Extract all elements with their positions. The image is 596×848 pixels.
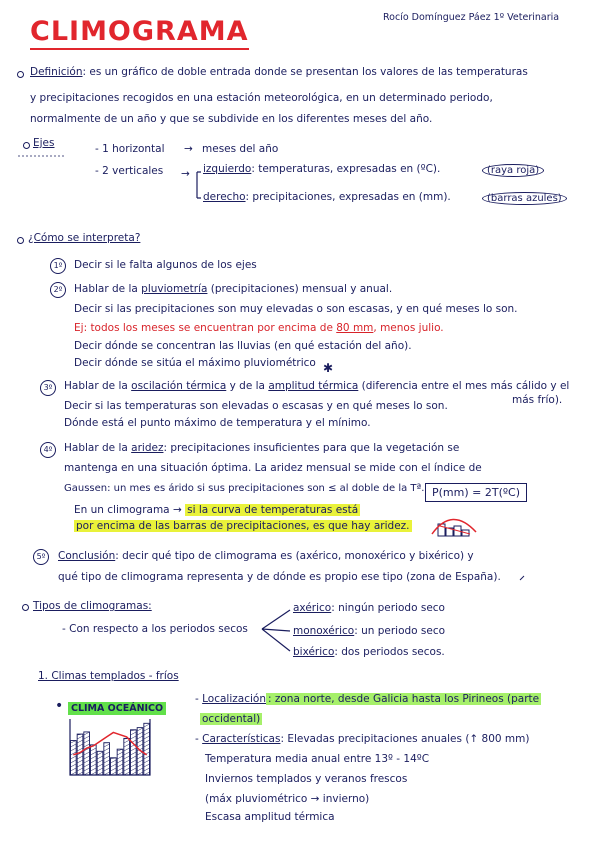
ejes-label: Ejes: [33, 137, 55, 149]
bar-hatch: [91, 760, 97, 763]
bar-hatch: [144, 732, 150, 735]
bar-hatch: [137, 764, 143, 767]
ejes-verticales: - 2 verticales: [95, 165, 164, 177]
bar-hatch: [144, 744, 150, 747]
bar-hatch: [97, 756, 103, 759]
bar-hatch: [84, 764, 90, 767]
bar-hatch: [144, 740, 150, 743]
bar-hatch: [104, 744, 110, 747]
bar-hatch: [84, 760, 90, 763]
tipo-bixerico: [293, 646, 445, 659]
bar-hatch: [117, 764, 123, 767]
step3-text-c: y de la: [226, 380, 269, 392]
step4-line-3: Gaussen: un mes es árido si sus precipitaciones son ≤ al doble de la Tª.: [64, 483, 425, 494]
bar-hatch: [124, 738, 130, 739]
axerico-term: axérico: [293, 602, 332, 614]
bar-hatch: [77, 744, 83, 747]
tipos-sub: - Con respecto a los periodos secos: [62, 623, 248, 635]
bar-hatch: [104, 752, 110, 755]
bar-hatch: [131, 768, 137, 771]
bar-hatch: [131, 736, 137, 739]
bar-hatch: [144, 764, 150, 767]
bullet-icon: [17, 71, 24, 78]
eje-horizontal-value: meses del año: [202, 143, 279, 155]
bar-hatch: [77, 764, 83, 767]
caracteristicas-line-3: Inviernos templados y veranos frescos: [205, 773, 408, 785]
bar-hatch: [124, 760, 130, 763]
localizacion-text-2: occidental): [202, 713, 261, 725]
bar-hatch: [124, 740, 130, 743]
step2-line-2: Decir si las precipitaciones son muy elevadas o son escasas, y en qué meses lo son.: [74, 303, 518, 315]
bar-hatch: [137, 756, 143, 759]
bar-hatch: [77, 734, 83, 735]
bar-hatch: [144, 748, 150, 751]
bar-hatch: [71, 741, 77, 743]
gaussen-formula: P(mm) = 2T(ºC): [425, 483, 527, 502]
localizacion-label: Localización: [202, 693, 266, 705]
clima-oceanico-highlight: CLIMA OCEÁNICO: [68, 702, 166, 715]
bar-hatch: [124, 768, 130, 771]
bar-hatch: [71, 744, 77, 747]
bar-hatch: [124, 756, 130, 759]
como-heading: ¿Cómo se interpreta?: [28, 232, 141, 244]
step5-line-2: qué tipo de climograma representa y de dónde es propio ese tipo (zona de España).: [58, 571, 501, 583]
eje-izquierdo-line: [203, 163, 440, 176]
step3-text-e: (diferencia entre el mes más cálido y el: [358, 380, 570, 392]
bar-hatch: [131, 732, 137, 735]
step4-text-4a: En un climograma →: [74, 504, 186, 516]
bar-hatch: [137, 736, 143, 739]
bar-hatch: [84, 756, 90, 759]
step3-line-3: Dónde está el punto máximo de temperatura y el mínimo.: [64, 417, 371, 429]
bar-hatch: [111, 772, 117, 775]
bar-hatch: [131, 760, 137, 763]
bar-hatch: [104, 760, 110, 763]
bar-hatch: [137, 740, 143, 743]
bar-hatch: [111, 758, 117, 759]
bar-hatch: [144, 736, 150, 739]
bar-hatch: [84, 748, 90, 751]
bar-hatch: [84, 772, 90, 775]
bar-hatch: [77, 768, 83, 771]
step4-line-4: [74, 504, 360, 517]
pluviometria-term: pluviometría: [141, 283, 208, 295]
tipo-monoxerico: [293, 625, 445, 638]
step-number-2: 2º: [50, 282, 66, 298]
bar-hatch: [77, 756, 83, 759]
bar-hatch: [71, 748, 77, 751]
eje-derecho-text: : precipitaciones, expresadas en (mm).: [245, 191, 451, 203]
bar-hatch: [97, 772, 103, 775]
bar-hatch: [91, 752, 97, 755]
definition-text-1: : es un gráfico de doble entrada donde se presentan los valores de las temperaturas: [82, 66, 528, 78]
step4-line-2: mantenga en una situación óptima. La aridez mensual se mide con el índice de: [64, 462, 482, 474]
step3-text-a: Hablar de la: [64, 380, 132, 392]
precipitation-bar: [117, 749, 123, 775]
definition-line-1: [30, 66, 528, 79]
step4-line-5: [74, 520, 412, 533]
highlight-curva: si la curva de temperaturas está: [187, 504, 359, 516]
bar-hatch: [104, 756, 110, 759]
bar-hatch: [137, 772, 143, 775]
bar-hatch: [97, 752, 103, 755]
bar-hatch: [84, 732, 90, 735]
bar-hatch: [137, 748, 143, 751]
step2-line-5: Decir dónde se sitúa el máximo pluviométrico: [74, 357, 316, 369]
bar-hatch: [131, 748, 137, 751]
bixerico-term: bixérico: [293, 646, 335, 658]
eje-izquierdo-text: : temperaturas, expresadas en (ºC).: [251, 163, 441, 175]
example-text: : todos los meses se encuentran por encima de: [83, 322, 337, 334]
page-title: CLIMOGRAMA: [30, 16, 249, 50]
monoxerico-text: : un periodo seco: [354, 625, 446, 637]
bar-hatch: [71, 764, 77, 767]
eje-horizontal: - 1 horizontal: [95, 143, 165, 155]
caracteristicas-line-5: Escasa amplitud térmica: [205, 811, 335, 823]
precipitation-bar: [131, 730, 137, 775]
step3-line-1b: más frío).: [512, 394, 563, 406]
bar-hatch: [144, 772, 150, 775]
bullet-icon: [22, 604, 29, 611]
bar-hatch: [71, 752, 77, 755]
bar-hatch: [77, 736, 83, 739]
clima-oceanico-label: [68, 702, 166, 715]
bar-hatch: [137, 752, 143, 755]
aridez-term: aridez: [131, 442, 164, 454]
precipitation-bar: [144, 723, 150, 775]
bullet-icon: [17, 237, 24, 244]
bar-hatch: [71, 772, 77, 775]
step3-line-1: [64, 380, 569, 393]
bar-hatch: [77, 752, 83, 755]
raya-roja-note: (raya roja): [482, 164, 544, 177]
bar-hatch: [144, 724, 150, 727]
bar-hatch: [137, 728, 143, 731]
bar-hatch: [91, 764, 97, 767]
example-value: 80 mm: [336, 322, 374, 334]
chart-axes: [70, 719, 150, 775]
bar-hatch: [131, 764, 137, 767]
bar-hatch: [111, 764, 117, 767]
bar-hatch: [131, 740, 137, 743]
bar-hatch: [97, 764, 103, 767]
bar-hatch: [131, 744, 137, 747]
oscilacion-term: oscilación térmica: [131, 380, 227, 392]
bar-hatch: [131, 752, 137, 755]
bar-hatch: [144, 752, 150, 755]
bar-hatch: [144, 756, 150, 759]
bar-hatch: [84, 752, 90, 755]
bar-hatch: [84, 740, 90, 743]
bar-hatch: [117, 768, 123, 771]
step2-line-1: [74, 283, 392, 296]
bar-hatch: [131, 730, 137, 731]
precipitation-bar: [124, 738, 130, 775]
precipitation-bar: [91, 745, 97, 775]
bar-hatch: [77, 772, 83, 775]
barras-azules-note: (barras azules): [482, 192, 567, 205]
precipitation-bar: [77, 734, 83, 775]
precipitation-bar: [71, 741, 77, 775]
bar-hatch: [137, 744, 143, 747]
eje-derecho-line: [203, 191, 451, 204]
bar-hatch: [91, 772, 97, 775]
step-number-3: 3º: [40, 380, 56, 396]
step2-example-line: [74, 322, 444, 335]
localizacion-text: : zona norte, desde Galicia hasta los Pirineos (parte: [268, 693, 540, 705]
arrow-icon: →: [181, 168, 190, 180]
precipitation-bar: [84, 732, 90, 775]
bullet-icon: •: [55, 698, 64, 714]
localizacion-line-2: [200, 713, 262, 726]
bar-hatch: [77, 748, 83, 751]
bar-hatch: [117, 752, 123, 755]
step4-text-a: Hablar de la: [64, 442, 132, 454]
bar-hatch: [77, 760, 83, 763]
bar-hatch: [144, 768, 150, 771]
step1-text: Decir si le falta algunos de los ejes: [74, 259, 257, 271]
temperature-line: [73, 732, 146, 754]
star-icon: ✱: [323, 361, 334, 375]
step5-line-1: [58, 550, 474, 563]
bar-hatch: [97, 760, 103, 763]
step-number-1: 1º: [50, 258, 66, 274]
step2-text-a: Hablar de la: [74, 283, 142, 295]
bar-hatch: [144, 760, 150, 763]
conclusion-term: Conclusión: [58, 550, 116, 562]
bar-hatch: [124, 772, 130, 775]
bar-hatch: [111, 768, 117, 771]
bar-hatch: [77, 740, 83, 743]
step3-line-2: Decir si las temperaturas son elevadas o escasas y en qué meses lo son.: [64, 400, 448, 412]
bar-hatch: [117, 749, 123, 751]
bar-hatch: [104, 764, 110, 767]
bar-hatch: [124, 752, 130, 755]
amplitud-term: amplitud térmica: [268, 380, 359, 392]
eje-izquierdo-label: izquierdo: [203, 163, 252, 175]
step2-line-4: Decir dónde se concentran las lluvias (en qué estación del año).: [74, 340, 412, 352]
step4-text-c: : precipitaciones insuficientes para que la vegetación se: [163, 442, 460, 454]
bar-hatch: [91, 748, 97, 751]
caracteristicas-label: Características: [202, 733, 281, 745]
bar-hatch: [84, 736, 90, 739]
caracteristicas-text: : Elevadas precipitaciones anuales (↑ 800 mm): [280, 733, 530, 745]
bar-hatch: [104, 772, 110, 775]
precipitation-bar: [111, 758, 117, 775]
author-line: Rocío Domínguez Páez 1º Veterinaria: [383, 12, 560, 23]
bar-hatch: [124, 764, 130, 767]
bar-hatch: [91, 745, 97, 747]
bar-hatch: [124, 744, 130, 747]
eje-derecho-label: derecho: [203, 191, 246, 203]
bar-hatch: [117, 772, 123, 775]
example-label: Ej: [74, 322, 84, 334]
localizacion-line: - Localización : zona norte, desde Galicia hasta los Pirineos (parte: [195, 693, 540, 705]
bar-hatch: [71, 768, 77, 771]
step2-text-c: (precipitaciones) mensual y anual.: [207, 283, 393, 295]
caracteristicas-line-2: Temperatura media anual entre 13º - 14ºC: [205, 753, 430, 765]
bar-hatch: [137, 760, 143, 763]
tipos-heading: Tipos de climogramas:: [33, 600, 152, 612]
precipitation-bar: [137, 728, 143, 775]
bar-hatch: [131, 772, 137, 775]
tipo-axerico: [293, 602, 445, 615]
axerico-text: : ningún periodo seco: [331, 602, 445, 614]
bar-hatch: [117, 756, 123, 759]
caracteristicas-line: - Características: Elevadas precipitaciones anuales (↑ 800 mm): [195, 733, 530, 745]
bar-hatch: [117, 760, 123, 763]
bar-hatch: [84, 768, 90, 771]
definition-line-3: normalmente de un año y que se subdivide en los diferentes meses del año.: [30, 113, 433, 125]
bar-hatch: [137, 732, 143, 735]
bar-hatch: [84, 744, 90, 747]
step-number-5: 5º: [33, 549, 49, 565]
bar-hatch: [104, 748, 110, 751]
bar-hatch: [91, 768, 97, 771]
highlight-aridez: por encima de las barras de precipitaciones, es que hay aridez.: [76, 520, 410, 532]
bar-hatch: [137, 768, 143, 771]
step4-line-1: [64, 442, 459, 455]
example-end: , menos julio.: [373, 322, 444, 334]
aridez-sketch: [432, 519, 476, 536]
precipitation-bar: [97, 751, 103, 775]
bar-hatch: [124, 748, 130, 751]
arrow-icon: →: [184, 143, 193, 155]
monoxerico-term: monoxérico: [293, 625, 355, 637]
step5-text-b: : decir qué tipo de climograma es (axérico, monoxérico y bixérico) y: [115, 550, 474, 562]
bar-hatch: [144, 728, 150, 731]
step-number-4: 4º: [40, 442, 56, 458]
bar-hatch: [131, 756, 137, 759]
definition-line-2: y precipitaciones recogidos en una estación meteorológica, en un determinado periodo,: [30, 92, 493, 104]
caracteristicas-line-4: (máx pluviométrico → invierno): [205, 793, 370, 805]
bar-hatch: [104, 768, 110, 771]
definition-label: Definición: [30, 66, 83, 78]
bixerico-text: : dos periodos secos.: [334, 646, 445, 658]
bar-hatch: [71, 760, 77, 763]
precipitation-bar: [104, 743, 110, 775]
bullet-icon: [23, 142, 30, 149]
bar-hatch: [111, 760, 117, 763]
bar-hatch: [97, 768, 103, 771]
bar-hatch: [91, 756, 97, 759]
climas-heading: 1. Climas templados - fríos: [38, 670, 179, 682]
bar-hatch: [71, 756, 77, 759]
